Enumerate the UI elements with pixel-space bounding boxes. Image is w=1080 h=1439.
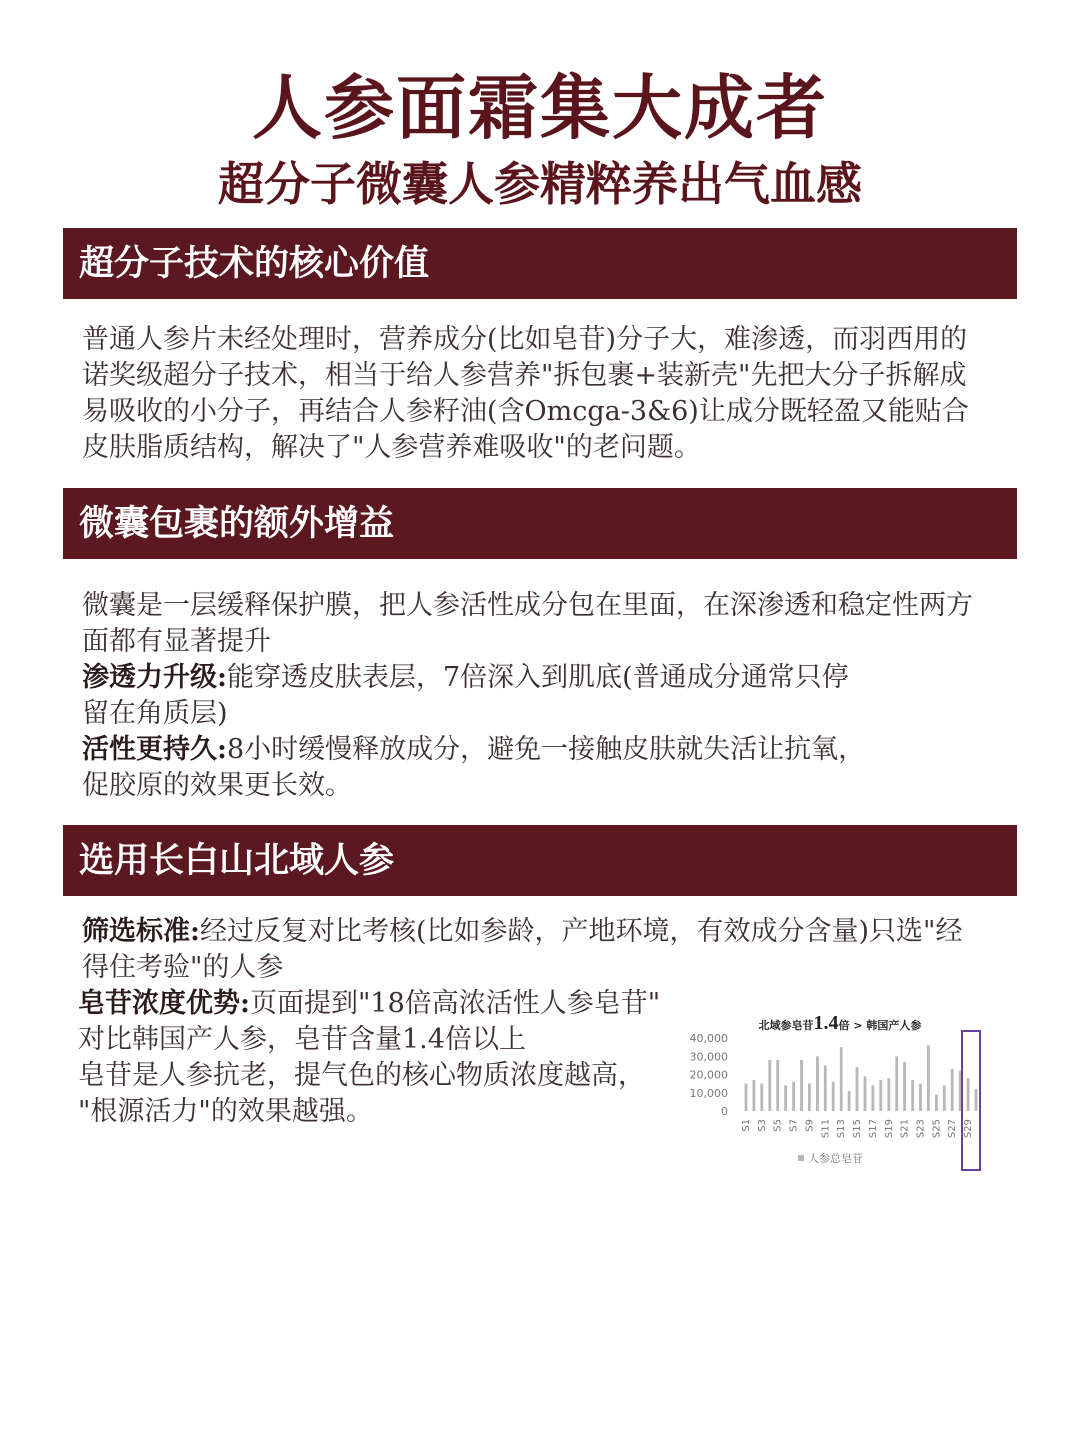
bar-S30 xyxy=(975,1089,978,1111)
y-tick-label: 10,000 xyxy=(689,1086,728,1100)
point-text: 经过反复对比考核(比如参龄，产地环境，有效成分含量)只选"经 xyxy=(199,916,963,947)
body-line: 留在角质层) xyxy=(82,698,228,729)
body-line: 得住考验"的人参 xyxy=(82,952,284,983)
x-tick-label: S3 xyxy=(756,1119,768,1132)
x-tick-label: S29 xyxy=(963,1119,975,1139)
bar-S21 xyxy=(903,1062,906,1111)
x-tick-label: S11 xyxy=(820,1119,832,1139)
x-tick-label: S7 xyxy=(788,1119,800,1132)
bar-S17 xyxy=(872,1086,875,1112)
page-subtitle: 超分子微囊人参精粹养出气血感 xyxy=(218,157,862,211)
point-selection xyxy=(82,914,1012,950)
x-tick-label: S5 xyxy=(772,1119,784,1132)
point-label: 活性更持久: xyxy=(82,734,227,765)
bar-S1 xyxy=(745,1084,748,1111)
body-line: 易吸收的小分子，再结合人参籽油(含Omcga-3&6)让成分既轻盈又能贴合 xyxy=(82,396,969,427)
point-label: 渗透力升级: xyxy=(82,662,227,693)
chart-title: 北域参皂苷1.4倍 > 韩国产人参 xyxy=(758,1012,922,1034)
x-tick-label: S15 xyxy=(852,1119,863,1139)
bar-S19 xyxy=(887,1078,890,1111)
bar-S26 xyxy=(943,1086,946,1112)
section-body-saponin xyxy=(78,986,678,1130)
point-text: 页面提到"18倍高浓活性人参皂苷" xyxy=(249,988,661,1019)
body-line: 微囊是一层缓释保护膜，把人参活性成分包在里面，在深渗透和稳定性两方 xyxy=(82,590,973,621)
bar-S2 xyxy=(753,1080,756,1111)
section-body-supramolecular xyxy=(82,322,1012,466)
y-tick-label: 0 xyxy=(721,1105,728,1118)
point-penetration xyxy=(82,660,1012,696)
bar-S7 xyxy=(792,1082,795,1111)
point-saponin xyxy=(78,986,678,1022)
bar-S15 xyxy=(856,1067,859,1111)
bar-S3 xyxy=(760,1084,763,1111)
body-line: 皂苷是人参抗老，提气色的核心物质浓度越高， xyxy=(78,1060,645,1091)
body-line: "根源活力"的效果越强。 xyxy=(78,1096,373,1127)
x-tick-label: S23 xyxy=(915,1119,927,1139)
point-text: 8小时缓慢释放成分，避免一接触皮肤就失活让抗氧， xyxy=(226,734,866,765)
bar-S14 xyxy=(848,1091,851,1111)
bar-S22 xyxy=(911,1080,914,1111)
bar-S24 xyxy=(927,1045,930,1111)
bar-S20 xyxy=(895,1056,898,1111)
page-title: 人参面霜集大成者 xyxy=(252,66,828,149)
point-text: 能穿透皮肤表层，7倍深入到肌底(普通成分通常只停 xyxy=(226,662,849,693)
bar-S8 xyxy=(800,1060,803,1111)
section-heading-supramolecular: 超分子技术的核心价值 xyxy=(63,228,1017,299)
x-tick-label: S25 xyxy=(931,1119,943,1139)
bar-S4 xyxy=(768,1060,771,1111)
point-label: 筛选标准: xyxy=(82,916,200,947)
bar-S5 xyxy=(776,1060,779,1111)
section-body-ginseng-source xyxy=(82,914,1012,986)
legend-swatch xyxy=(798,1155,804,1161)
section-heading-microcapsule: 微囊包裹的额外增益 xyxy=(63,488,1017,559)
body-line: 对比韩国产人参，皂苷含量1.4倍以上 xyxy=(78,1024,526,1055)
point-lasting xyxy=(82,732,1012,768)
bar-S11 xyxy=(824,1065,827,1111)
x-tick-label: S13 xyxy=(836,1119,848,1139)
body-line: 促胶原的效果更长效。 xyxy=(82,770,352,801)
bar-S10 xyxy=(816,1056,819,1111)
x-tick-label: S17 xyxy=(867,1119,879,1139)
bar-S13 xyxy=(840,1047,843,1111)
body-line: 诺奖级超分子技术，相当于给人参营养"拆包裹+装新壳"先把大分子拆解成 xyxy=(82,360,967,391)
body-line: 普通人参片未经处理时，营养成分(比如皂苷)分子大，难渗透，而羽西用的 xyxy=(82,324,968,355)
bar-S23 xyxy=(919,1084,922,1111)
bar-S29 xyxy=(967,1078,970,1111)
bar-S6 xyxy=(784,1086,787,1112)
bar-S9 xyxy=(808,1084,811,1111)
legend-label: 人参总皂苷 xyxy=(808,1152,863,1165)
saponin-bar-chart xyxy=(680,1005,1000,1180)
x-tick-label: S1 xyxy=(741,1119,752,1132)
section-heading-ginseng-source: 选用长白山北域人参 xyxy=(63,825,1017,896)
bar-S12 xyxy=(832,1082,835,1111)
y-tick-label: 30,000 xyxy=(689,1050,728,1064)
x-tick-label: S19 xyxy=(883,1119,895,1139)
body-line: 面都有显著提升 xyxy=(82,626,271,657)
x-tick-label: S27 xyxy=(947,1119,959,1139)
section-body-microcapsule xyxy=(82,588,1012,804)
bar-S18 xyxy=(879,1080,882,1111)
y-tick-label: 40,000 xyxy=(689,1032,728,1045)
body-line: 皮肤脂质结构，解决了"人参营养难吸收"的老问题。 xyxy=(82,432,701,463)
bar-S25 xyxy=(935,1095,938,1111)
point-label: 皂苷浓度优势: xyxy=(78,988,250,1019)
bar-S16 xyxy=(864,1076,867,1111)
bar-S27 xyxy=(951,1069,954,1111)
x-tick-label: S9 xyxy=(804,1119,816,1132)
x-tick-label: S21 xyxy=(899,1119,911,1139)
y-tick-label: 20,000 xyxy=(689,1068,728,1082)
